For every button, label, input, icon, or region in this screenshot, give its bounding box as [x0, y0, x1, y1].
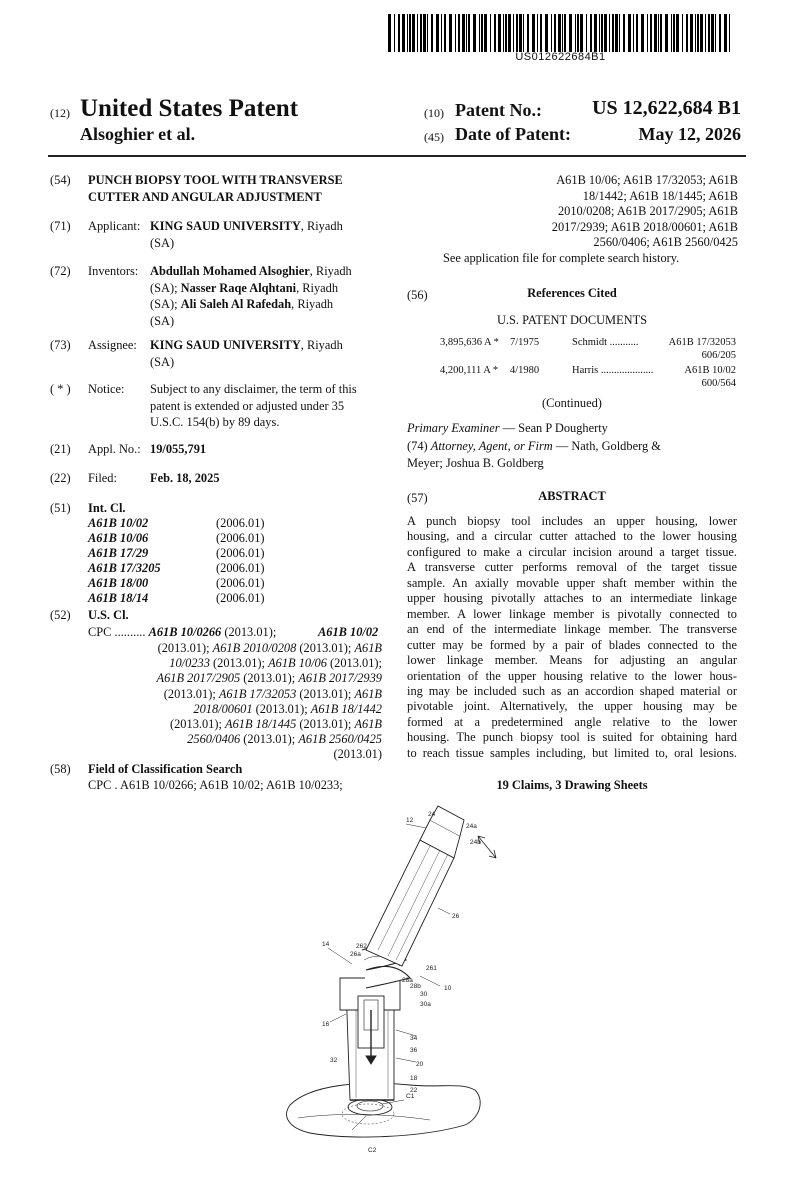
barcode-bar	[564, 14, 566, 52]
applicant-name: KING SAUD UNIVERSITY	[150, 219, 301, 233]
barcode-bar	[609, 14, 610, 52]
us-cl-code: (52)	[50, 608, 71, 622]
inventors-value	[150, 263, 352, 329]
title-line: CUTTER AND ANGULAR ADJUSTMENT	[88, 189, 322, 204]
barcode-bar	[623, 14, 625, 52]
cpc-line	[120, 686, 382, 703]
barcode-bar	[394, 14, 395, 52]
examiner-dash: —	[499, 421, 519, 435]
cpc-year: (2013.01);	[252, 701, 311, 716]
int-cl-class: A61B 17/29	[88, 546, 149, 560]
barcode-bar	[455, 14, 456, 52]
inventor-name: Ali Saleh Al Rafedah	[180, 297, 292, 311]
abstract-line: A transverse cutter performs removal of the target tissue	[407, 560, 737, 575]
barcode-bar	[431, 14, 433, 52]
assignee-city: , Riyadh	[300, 338, 343, 352]
examiner-label: Primary Examiner	[407, 421, 500, 435]
abstract-line: pivotable joint. Alternatively, the upper housing may be	[407, 699, 737, 714]
cpc-prefix: CPC ..........	[88, 625, 149, 639]
int-cl-row	[88, 591, 265, 606]
barcode-bar	[527, 14, 529, 52]
barcode-bar	[513, 14, 514, 52]
assignee-country: (SA)	[150, 354, 175, 369]
cpc-class: A61B 18/1442	[310, 701, 382, 716]
int-cl-year: (2006.01)	[216, 591, 265, 605]
barcode	[388, 14, 733, 52]
cpc-year: (2013.01);	[240, 732, 299, 747]
int-cl-year: (2006.01)	[216, 576, 265, 590]
patent-drawing-figure	[270, 800, 510, 1180]
barcode-bar	[636, 14, 638, 52]
barcode-bar	[599, 14, 600, 52]
inventor-country: (SA)	[150, 313, 175, 328]
abstract-line: orientation of the upper housing relative to the lower hous-	[407, 668, 737, 683]
drawing-ref-label: C2	[368, 1147, 377, 1154]
int-cl-class: A61B 18/00	[88, 576, 149, 590]
cpc-year: (2013.01);	[296, 686, 355, 701]
inventors-code: (72)	[50, 264, 71, 278]
search-class-line: 2560/0406; A61B 2560/0425	[593, 235, 738, 249]
abstract-line: upper housing pivotally attaches to an intermediate linkage	[407, 591, 737, 606]
search-class-line: 2017/2939; A61B 2018/00601; A61B	[551, 219, 738, 234]
header-rule	[48, 155, 746, 157]
barcode-bar	[417, 14, 418, 52]
barcode-bar	[508, 14, 511, 52]
barcode-bar	[473, 14, 476, 52]
cpc-year: (2013.01);	[296, 717, 355, 731]
barcode-bar	[423, 14, 426, 52]
barcode-bar	[503, 14, 504, 52]
abstract-line: cutter may be formed by a pair of blades connected to the	[407, 637, 737, 652]
abstract-line: to reach tissue samples including, but limited to, oral lesions.	[407, 745, 737, 760]
barcode-bar	[654, 14, 657, 52]
abstract-line: formed at a predetermined angle relative to the lower	[407, 714, 737, 729]
abstract-line: lower linkage member. Means for adjusting an angular	[407, 653, 737, 668]
drawing-ref-label: 22	[410, 1087, 418, 1094]
cpc-line	[120, 701, 382, 718]
barcode-bar	[633, 14, 634, 52]
drawing-ref-label: 30	[420, 991, 428, 998]
abstract-line: member. A lower linkage member is pivotally connected to	[407, 606, 737, 621]
us-cl-label: U.S. Cl.	[88, 608, 129, 622]
barcode-bar	[545, 14, 548, 52]
barcode-bar	[562, 14, 563, 52]
field-search-label: Field of Classification Search	[88, 762, 243, 776]
barcode-bar	[398, 14, 400, 52]
barcode-bar	[537, 14, 538, 52]
barcode-bar	[594, 14, 597, 52]
barcode-bar	[711, 14, 714, 52]
ref-name: Harris ....................	[572, 365, 654, 376]
drawing-ref-label: 261	[426, 965, 437, 972]
barcode-bar	[715, 14, 716, 52]
title-line: PUNCH BIOPSY TOOL WITH TRANSVERSE	[88, 173, 343, 187]
field-search-line: CPC . A61B 10/0266; A61B 10/02; A61B 10/0233;	[88, 778, 343, 792]
barcode-bar	[412, 14, 415, 52]
notice-label: Notice:	[88, 382, 125, 396]
barcode-bar	[458, 14, 460, 52]
assignee-value	[150, 337, 343, 370]
barcode-bar	[523, 14, 524, 52]
inventor-city: , Riyadh	[291, 297, 334, 311]
barcode-bar	[402, 14, 405, 52]
primary-examiner	[407, 420, 608, 437]
barcode-bar	[615, 14, 618, 52]
barcode-bar	[697, 14, 699, 52]
barcode-bar	[490, 14, 491, 52]
assignee-code: (73)	[50, 338, 71, 352]
barcode-bar	[481, 14, 483, 52]
applicant-city: , Riyadh	[300, 219, 343, 233]
int-cl-row	[88, 576, 265, 591]
int-cl-class: A61B 17/3205	[88, 561, 161, 575]
drawing-ref-label: 26a	[350, 951, 361, 958]
drawing-ref-label: 16	[322, 1021, 330, 1028]
barcode-bar	[569, 14, 572, 52]
assignee-name: KING SAUD UNIVERSITY	[150, 338, 301, 352]
patent-no-value: US 12,622,684 B1	[592, 97, 741, 119]
abstract-line: an end of the intermediate linkage member. The transverse	[407, 622, 737, 637]
barcode-bar	[673, 14, 675, 52]
cpc-line	[120, 716, 382, 733]
date-label: Date of Patent:	[455, 124, 571, 144]
barcode-bar	[407, 14, 408, 52]
int-cl-class: A61B 10/02	[88, 516, 149, 530]
barcode-bar	[449, 14, 452, 52]
drawing-ref-label: 24a	[466, 823, 477, 830]
barcode-bar	[519, 14, 522, 52]
applicant-country: (SA)	[150, 235, 175, 250]
drawing-ref-label: 28b	[410, 983, 421, 990]
barcode-bar	[441, 14, 442, 52]
barcode-bar	[719, 14, 721, 52]
cpc-year: (2013.01);	[326, 656, 382, 671]
title-code: (54)	[50, 173, 71, 187]
barcode-bar	[409, 14, 411, 52]
cpc-year: (2013.01)	[333, 747, 382, 762]
barcode-bar	[724, 14, 727, 52]
cpc-class: 10/0233	[169, 656, 210, 671]
search-history: See application file for complete search history.	[443, 251, 680, 265]
barcode-bar	[420, 14, 422, 52]
drawing-ref-label: 10	[444, 985, 452, 992]
drawing-ref-label: C1	[406, 1093, 415, 1100]
appl-no-value: 19/055,791	[150, 442, 207, 456]
cpc-class: A61B 17/32053	[218, 686, 297, 701]
barcode-bar	[628, 14, 631, 52]
barcode-bar	[658, 14, 659, 52]
filed-label: Filed:	[88, 471, 117, 485]
applicant-code: (71)	[50, 219, 71, 233]
cpc-year: (2013.01);	[209, 656, 269, 671]
barcode-bar	[540, 14, 542, 52]
drawing-ref-label: 30a	[420, 1001, 431, 1008]
barcode-bar	[601, 14, 603, 52]
ref-number: 3,895,636 A *	[440, 337, 499, 348]
notice-code: ( * )	[50, 382, 71, 396]
inventor-city: , Riyadh	[309, 264, 352, 278]
attorney-name: Nath, Goldberg &	[571, 439, 661, 453]
notice-text	[150, 381, 382, 431]
refs-continued: (Continued)	[542, 396, 602, 410]
search-class-line: A61B 10/06; A61B 17/32053; A61B	[556, 173, 738, 187]
cpc-class: A61B 2017/2939	[298, 671, 382, 686]
barcode-bar	[695, 14, 696, 52]
publication-number: US012622684B1	[515, 51, 606, 63]
doc-type-title: United States Patent	[80, 95, 299, 122]
ref-subclass: 600/564	[701, 378, 736, 389]
barcode-bar	[580, 14, 583, 52]
invention-title	[88, 172, 343, 205]
drawing-ref-label: 26	[452, 913, 460, 920]
attorney-code: (74)	[407, 439, 428, 453]
attorney	[407, 438, 737, 471]
barcode-bar	[619, 14, 620, 52]
cpc-class: A61B	[354, 641, 382, 655]
ref-number: 4,200,111 A *	[440, 365, 499, 376]
barcode-bar	[516, 14, 518, 52]
barcode-bar	[705, 14, 706, 52]
claims-summary: 19 Claims, 3 Drawing Sheets	[496, 778, 648, 792]
patent-no-code: (10)	[424, 106, 444, 120]
refs-subheading: U.S. PATENT DOCUMENTS	[496, 313, 648, 327]
applicant-label: Applicant:	[88, 219, 141, 233]
ref-class: A61B 10/02	[684, 365, 736, 376]
int-cl-class: A61B 18/14	[88, 591, 149, 605]
appl-no-label: Appl. No.:	[88, 442, 141, 456]
barcode-bar	[479, 14, 480, 52]
barcode-bar	[558, 14, 561, 52]
cpc-class: A61B	[354, 686, 382, 701]
int-cl-year: (2006.01)	[216, 531, 265, 545]
drawing-ref-label: 24	[428, 811, 436, 818]
barcode-bar	[700, 14, 703, 52]
barcode-bar	[708, 14, 710, 52]
ref-subclass: 606/205	[701, 350, 736, 361]
drawing-ref-label: 18	[410, 1075, 418, 1082]
int-cl-year: (2006.01)	[216, 546, 265, 560]
cpc-main-class: A61B 10/0266	[148, 625, 222, 639]
int-cl-year: (2006.01)	[216, 516, 265, 530]
barcode-bar	[586, 14, 587, 52]
cpc-main-year: (2013.01);	[221, 625, 277, 639]
drawing-ref-label: 14	[322, 941, 330, 948]
cpc-class: 2018/00601	[193, 701, 253, 716]
barcode-bar	[551, 14, 552, 52]
barcode-bar	[466, 14, 467, 52]
barcode-bar	[484, 14, 487, 52]
drawing-ref-label: 20	[416, 1061, 424, 1068]
barcode-bar	[462, 14, 465, 52]
int-cl-row	[88, 561, 265, 576]
barcode-bar	[505, 14, 507, 52]
abstract-line: ing may be included such as an accordion shaped material or	[407, 683, 737, 698]
barcode-bar	[647, 14, 648, 52]
abstract-line: housing. The punch biopsy tool is suited for obtaining hard	[407, 730, 737, 745]
ref-date: 7/1975	[510, 337, 540, 348]
abstract-code: (57)	[407, 491, 428, 505]
drawing-ref-label: 12	[406, 817, 414, 824]
inventor-city: , Riyadh	[296, 280, 339, 295]
inventors-label: Inventors:	[88, 264, 139, 278]
attorney-label: Attorney, Agent, or Firm	[430, 439, 553, 453]
cpc-line	[120, 670, 382, 687]
cpc-class: A61B	[354, 717, 382, 731]
notice-line: patent is extended or adjusted under 35	[150, 398, 345, 413]
reference-row	[440, 364, 736, 377]
cpc-year: (2013.01);	[169, 717, 226, 731]
barcode-bar	[650, 14, 652, 52]
filed-code: (22)	[50, 471, 71, 485]
inventor-name: Abdullah Mohamed Alsoghier	[150, 264, 310, 278]
barcode-bar	[532, 14, 535, 52]
int-cl-code: (51)	[50, 501, 71, 515]
cpc-year: (2013.01);	[240, 671, 299, 686]
refs-heading: References Cited	[527, 286, 617, 300]
doc-kind-code: (12)	[50, 106, 70, 120]
filed-value: Feb. 18, 2025	[150, 471, 220, 485]
int-cl-class: A61B 10/06	[88, 531, 149, 545]
barcode-bar	[676, 14, 679, 52]
cpc-class: A61B 2010/0208	[212, 641, 297, 655]
cpc-line	[120, 655, 382, 672]
cpc-year: (2013.01);	[157, 641, 213, 655]
drawing-ref-label: 28a	[402, 977, 413, 984]
cpc-year: (2013.01);	[296, 641, 355, 655]
barcode-bar	[494, 14, 496, 52]
drawing-ref-label: 262	[356, 943, 367, 950]
reference-row	[440, 336, 736, 349]
cpc-class: 2560/0406	[187, 732, 241, 747]
drawing-ref-label: 34	[410, 1035, 418, 1042]
patent-no-label: Patent No.:	[455, 100, 542, 120]
inventor-country: (SA);	[150, 297, 181, 311]
cpc-year: (2013.01);	[163, 686, 219, 701]
barcode-bar	[590, 14, 592, 52]
inventor-short: Alsoghier et al.	[80, 124, 196, 144]
barcode-bar	[577, 14, 579, 52]
notice-line: Subject to any disclaimer, the term of this	[150, 382, 357, 396]
abstract-line: sample. An axially movable upper shaft member within the	[407, 575, 737, 590]
int-cl-label: Int. Cl.	[88, 501, 126, 515]
notice-line: U.S.C. 154(b) by 89 days.	[150, 415, 280, 429]
ref-name: Schmidt ...........	[572, 337, 639, 348]
abstract-heading: ABSTRACT	[538, 489, 606, 503]
appl-no-code: (21)	[50, 442, 71, 456]
inventor-name: Nasser Raqe Alqhtani	[180, 280, 297, 295]
cpc-class: A61B 10/02	[318, 625, 379, 639]
inventor-country: (SA);	[150, 280, 181, 295]
barcode-bar	[729, 14, 730, 52]
barcode-bar	[671, 14, 672, 52]
drawing-ref-label: 24b	[470, 839, 481, 846]
attorney-dash: —	[552, 439, 572, 453]
search-class-line: 18/1442; A61B 18/1445; A61B	[582, 188, 738, 203]
barcode-bar	[427, 14, 428, 52]
field-search-code: (58)	[50, 762, 71, 776]
barcode-bar	[660, 14, 662, 52]
date-code: (45)	[424, 130, 444, 144]
barcode-bar	[665, 14, 668, 52]
abstract-line: housing, and a circular cutter attached to the lower housing	[407, 529, 737, 544]
cpc-class: A61B 2017/2905	[156, 671, 241, 686]
applicant-value	[150, 218, 343, 251]
barcode-bar	[641, 14, 644, 52]
barcode-bar	[498, 14, 501, 52]
barcode-bar	[388, 14, 391, 52]
barcode-bar	[554, 14, 556, 52]
cpc-class: A61B 10/06	[268, 656, 327, 671]
abstract-line: configured to make a circular incision around a target tissue.	[407, 544, 737, 559]
abstract-line: A punch biopsy tool includes an upper housing, lower	[407, 514, 737, 528]
refs-code: (56)	[407, 288, 428, 302]
cpc-class: A61B 2560/0425	[298, 732, 382, 747]
int-cl-row	[88, 531, 265, 546]
ref-date: 4/1980	[510, 365, 540, 376]
int-cl-row	[88, 516, 265, 531]
attorney-name-cont: Meyer; Joshua B. Goldberg	[407, 455, 544, 470]
drawing-ref-label: 36	[410, 1047, 418, 1054]
drawing-ref-label: 32	[330, 1057, 338, 1064]
barcode-bar	[575, 14, 576, 52]
examiner-name: Sean P Dougherty	[518, 421, 608, 435]
barcode-bar	[682, 14, 683, 52]
search-class-line: 2010/0208; A61B 2017/2905; A61B	[557, 204, 738, 218]
cpc-line	[120, 731, 382, 748]
cpc-line	[120, 640, 382, 657]
barcode-bar	[686, 14, 688, 52]
barcode-bar	[690, 14, 693, 52]
cpc-class: A61B 18/1445	[225, 717, 297, 731]
barcode-bar	[444, 14, 446, 52]
date-value: May 12, 2026	[638, 124, 741, 144]
ref-class: A61B 17/32053	[668, 337, 736, 348]
barcode-bar	[612, 14, 614, 52]
assignee-label: Assignee:	[88, 338, 137, 352]
int-cl-year: (2006.01)	[216, 561, 265, 575]
int-cl-row	[88, 546, 265, 561]
barcode-bar	[468, 14, 470, 52]
barcode-bar	[604, 14, 607, 52]
barcode-bar	[436, 14, 439, 52]
